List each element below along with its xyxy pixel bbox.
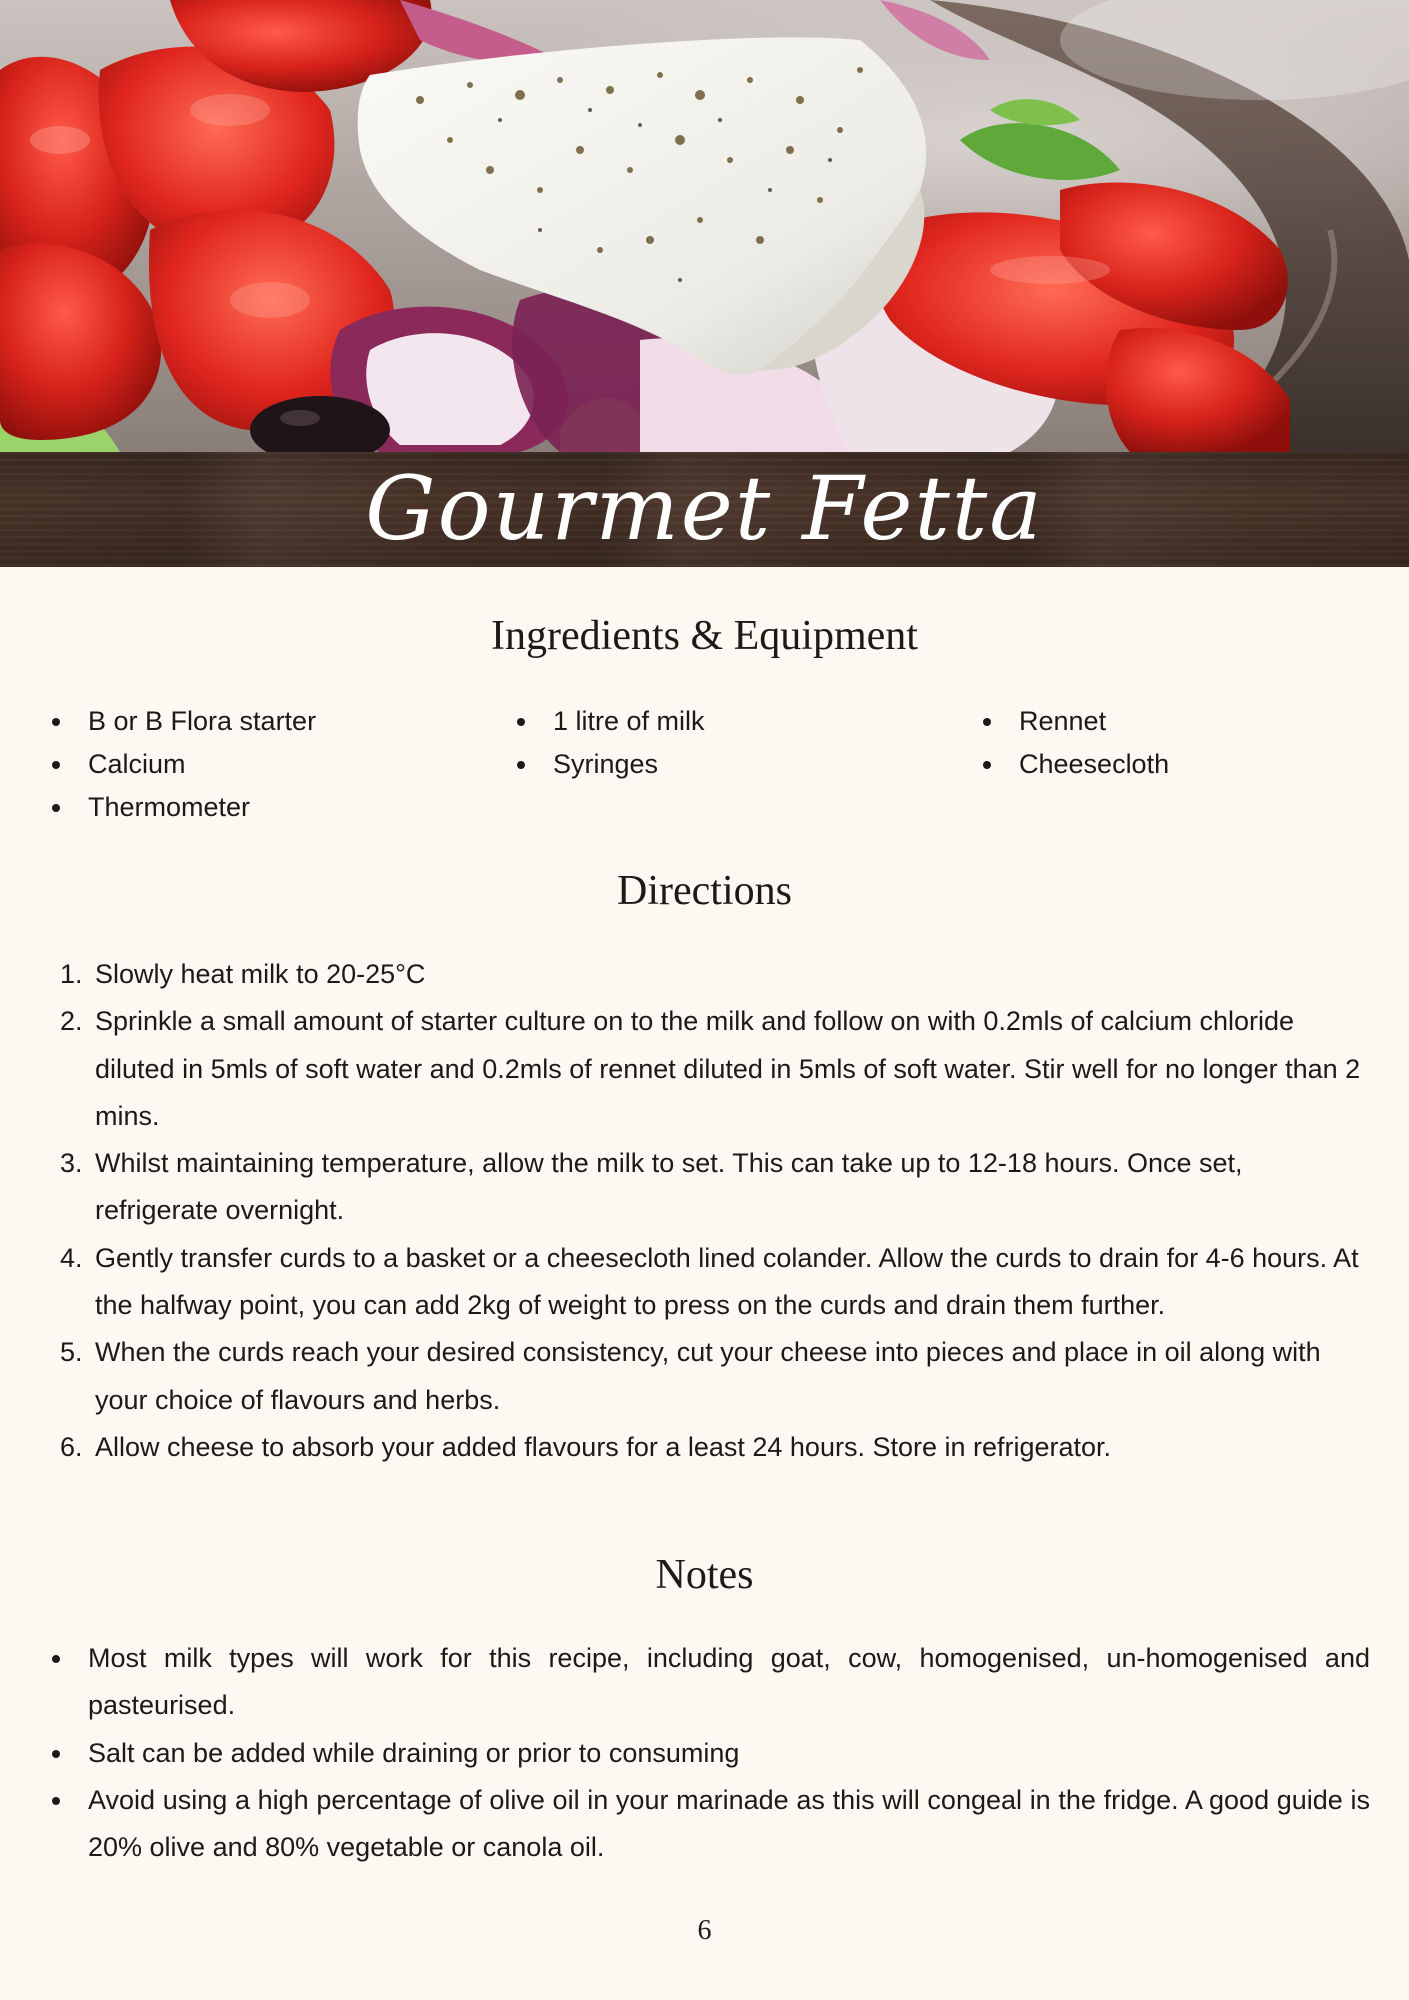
- page-number: 6: [697, 1915, 712, 1946]
- ingredient-item: Calcium: [52, 743, 316, 786]
- step-text: Gently transfer curds to a basket or a cheesecloth lined colander. Allow the curds to drain for 4-6 hours. At the halfway point, you can add 2kg of weight to press on the curds and drain them further.: [95, 1242, 1359, 1321]
- salad-illustration: [0, 0, 1409, 452]
- step-text: Slowly heat milk to 20-25°C: [95, 959, 426, 989]
- step-number: 1.: [60, 959, 83, 989]
- notes-heading: Notes: [655, 1552, 754, 1598]
- recipe-title: Gourmet Fetta: [365, 457, 1044, 560]
- ingredients-heading: Ingredients & Equipment: [491, 613, 918, 659]
- ingredient-item: Syringes: [517, 743, 705, 786]
- note-item: Avoid using a high percentage of olive oil in your marinade as this will congeal in the fridge. A good guide is 20% olive and 80% vegetable or canola oil.: [52, 1777, 1370, 1872]
- ingredient-item: B or B Flora starter: [52, 700, 316, 743]
- step-number: 6.: [60, 1431, 83, 1462]
- step-number: 5.: [60, 1337, 83, 1368]
- note-item: Most milk types will work for this recipe, including goat, cow, homogenised, un-homogenised and pasteurised.: [52, 1635, 1370, 1730]
- notes-list: [52, 1635, 1370, 1871]
- directions-heading: Directions: [617, 868, 792, 914]
- step-text: Allow cheese to absorb your added flavours for a least 24 hours. Store in refrigerator.: [95, 1431, 1112, 1462]
- step-number: 3.: [60, 1148, 83, 1179]
- direction-step: [52, 1424, 1370, 1471]
- note-item: Salt can be added while draining or prior to consuming: [52, 1730, 1370, 1777]
- direction-step: [52, 951, 1370, 998]
- step-text: When the curds reach your desired consistency, cut your cheese into pieces and place in oil along with your choice of flavours and herbs.: [95, 1337, 1321, 1415]
- ingredients-column-3: [983, 700, 1169, 786]
- ingredients-column-1: [52, 700, 316, 829]
- ingredient-item: Cheesecloth: [983, 743, 1169, 786]
- ingredient-item: Rennet: [983, 700, 1169, 743]
- step-number: 2.: [60, 1006, 83, 1037]
- direction-step: [52, 1329, 1370, 1424]
- direction-step: [52, 998, 1370, 1140]
- direction-step: [52, 1235, 1370, 1330]
- title-banner: [0, 452, 1409, 567]
- direction-step: [52, 1140, 1370, 1235]
- step-text: Sprinkle a small amount of starter culture on to the milk and follow on with 0.2mls of calcium chloride diluted in 5mls of soft water and 0.2mls of rennet diluted in 5mls of soft water. Stir well for no longer than 2 mins.: [95, 1006, 1361, 1131]
- ingredient-item: 1 litre of milk: [517, 700, 705, 743]
- hero-photo: [0, 0, 1409, 452]
- step-number: 4.: [60, 1242, 83, 1273]
- ingredient-item: Thermometer: [52, 786, 316, 829]
- ingredients-column-2: [517, 700, 705, 786]
- step-text: Whilst maintaining temperature, allow the milk to set. This can take up to 12-18 hours. Once set, refrigerate overnight.: [95, 1148, 1243, 1226]
- directions-list: [52, 951, 1370, 1471]
